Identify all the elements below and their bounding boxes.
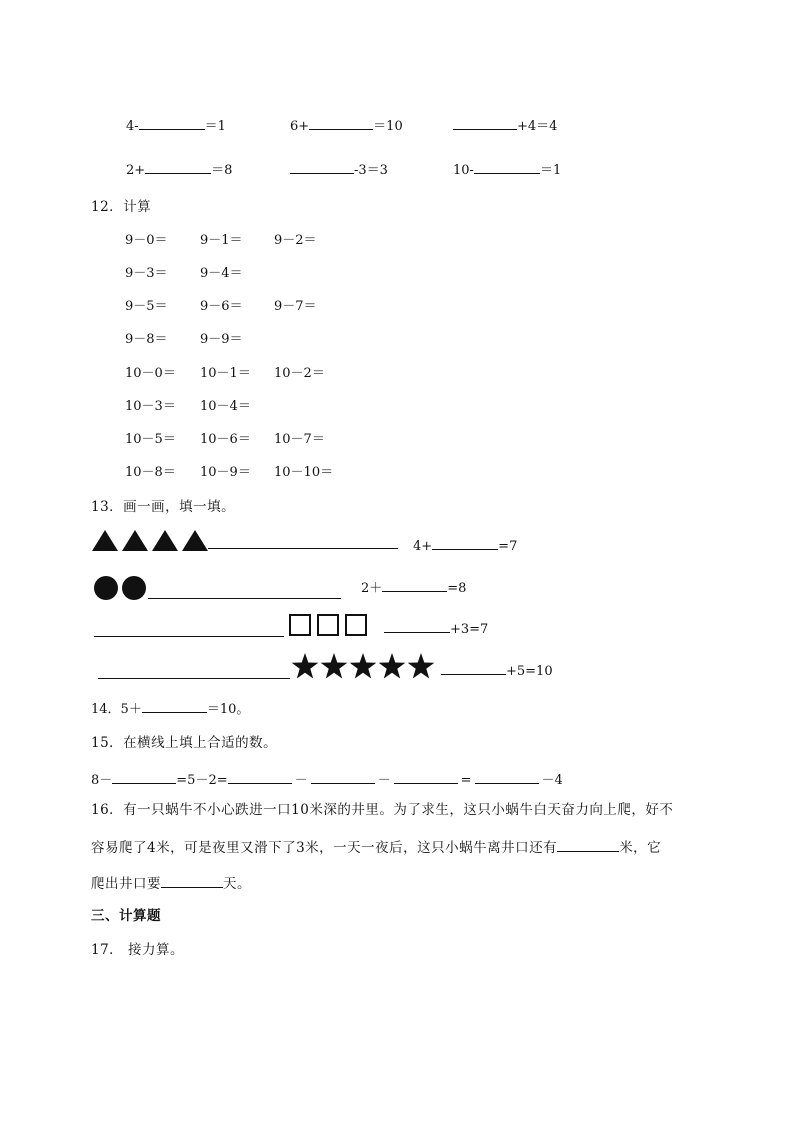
q11-row2-item2 [290,161,388,179]
answer-blank[interactable] [474,161,540,174]
answer-blank[interactable] [145,161,211,174]
q12-r3c1: 9－5＝ [125,299,168,314]
q13-row4-equation [441,662,553,680]
q12-r4c2: 9－9＝ [200,332,243,347]
q11-r1i1-post: ＝1 [204,119,226,134]
square-icon [290,615,310,635]
q16-line1: 16．有一只蜗牛不小心跌进一口10米深的井里。为了求生，这只小蜗牛白天奋力向上爬，好不 [91,802,674,818]
answer-blank[interactable] [557,839,619,852]
q12-r5c2: 10－1＝ [200,366,251,381]
q16-line2 [91,839,661,856]
q14 [91,700,249,718]
q13-r2-pre: 2＋ [361,581,383,596]
answer-blank[interactable] [228,771,292,784]
q15-title: 15．在横线上填上合适的数。 [91,735,278,751]
q12-r2c2: 9－4＝ [200,266,243,281]
square-icon [318,615,338,635]
q16-line2-post: 米，它 [619,840,662,856]
answer-blank[interactable] [311,771,375,784]
q15-part-6: －4 [541,773,563,788]
answer-blank[interactable] [382,579,447,592]
q13-row2-equation [361,579,466,597]
draw-line[interactable] [148,598,341,599]
q11-row1-item1 [126,117,226,135]
answer-blank[interactable] [475,771,539,784]
q12-title: 12．计算 [91,199,152,215]
q17-title: 17． 接力算。 [91,942,184,958]
q12-r1c1: 9－0＝ [125,233,168,248]
q11-row1-item2 [290,117,403,135]
star-icon [292,653,319,679]
q15-part-3: － [294,773,308,788]
draw-line[interactable] [98,678,290,679]
star-icon [408,653,435,679]
q15-part-2: =5－2= [176,773,228,788]
answer-blank[interactable] [432,537,498,550]
q14-post: ＝10。 [206,702,250,717]
q12-r3c2: 9－6＝ [200,299,243,314]
q15-part-5: = [460,773,472,788]
q11-r1i2-post: ＝10 [373,119,403,134]
q13-r3-post: +3=7 [450,622,489,637]
q16-line2-pre: 容易爬了4米，可是夜里又滑下了3米，一天一夜后，这只小蜗牛离井口还有 [91,840,558,856]
answer-blank[interactable] [384,620,450,633]
triangle-icon [92,530,118,551]
q12-r1c3: 9－2＝ [274,233,317,248]
q13-title: 13．画一画，填一填。 [91,499,236,515]
star-icons [291,653,435,681]
answer-blank[interactable] [394,771,458,784]
square-icon [346,615,366,635]
q13-row3-equation [384,620,488,638]
triangle-icon [152,530,178,551]
q12-r8c3: 10－10＝ [274,465,334,480]
q11-r2i3-pre: 10- [453,163,474,178]
star-icon [350,653,377,679]
q11-r1i3-post: +4＝4 [517,119,558,134]
q15-equation [91,771,563,789]
q12-r8c2: 10－9＝ [200,465,251,480]
q12-r7c1: 10－5＝ [125,432,176,447]
section-title: 三、计算题 [91,908,161,924]
star-icon [321,653,348,679]
answer-blank[interactable] [142,700,207,713]
triangle-icons [92,529,208,551]
q12-r6c2: 10－4＝ [200,399,251,414]
answer-blank[interactable] [161,875,223,888]
q12-r7c3: 10－7＝ [274,432,325,447]
q13-r4-post: +5=10 [506,664,553,679]
circle-icon [94,576,118,600]
q11-r1i2-pre: 6+ [290,119,310,134]
q16-line3-post: 天。 [223,876,251,892]
q13-r1-post: =7 [498,539,518,554]
q16-line3 [91,875,251,892]
q14-pre: 14．5＋ [91,702,142,717]
answer-blank[interactable] [453,117,517,130]
q13-row1-equation [413,537,517,555]
q12-r1c2: 9－1＝ [200,233,243,248]
q12-r5c1: 10－0＝ [125,366,176,381]
q13-r2-post: =8 [447,581,467,596]
square-icons [289,614,369,636]
q11-row1-item3 [453,117,557,135]
q11-r2i3-post: ＝1 [539,163,562,178]
circle-icons [94,575,150,601]
q12-r5c3: 10－2＝ [274,366,325,381]
q12-r7c2: 10－6＝ [200,432,251,447]
triangle-icon [182,530,208,551]
answer-blank[interactable] [441,662,506,675]
q11-r1i1-pre: 4- [126,119,139,134]
q15-part-1: 8－ [91,773,113,788]
draw-line[interactable] [94,636,284,637]
q15-part-4: － [377,773,391,788]
answer-blank[interactable] [309,117,373,130]
q12-r2c1: 9－3＝ [125,266,168,281]
q11-r2i1-pre: 2+ [126,163,146,178]
q11-row2-item3 [453,161,561,179]
draw-line[interactable] [208,548,398,549]
triangle-icon [122,530,148,551]
q11-r2i2-post: -3＝3 [354,163,388,178]
answer-blank[interactable] [290,161,354,174]
q16-line3-pre: 爬出井口要 [91,876,161,892]
answer-blank[interactable] [112,771,176,784]
q13-r1-pre: 4+ [413,539,433,554]
star-icon [379,653,406,679]
circle-icon [122,576,146,600]
q12-r8c1: 10－8＝ [125,465,176,480]
q11-r2i1-post: ＝8 [211,163,233,178]
q12-r6c1: 10－3＝ [125,399,176,414]
answer-blank[interactable] [139,117,205,130]
q12-r4c1: 9－8＝ [125,332,168,347]
q12-r3c3: 9－7＝ [274,299,317,314]
q11-row2-item1 [126,161,232,179]
